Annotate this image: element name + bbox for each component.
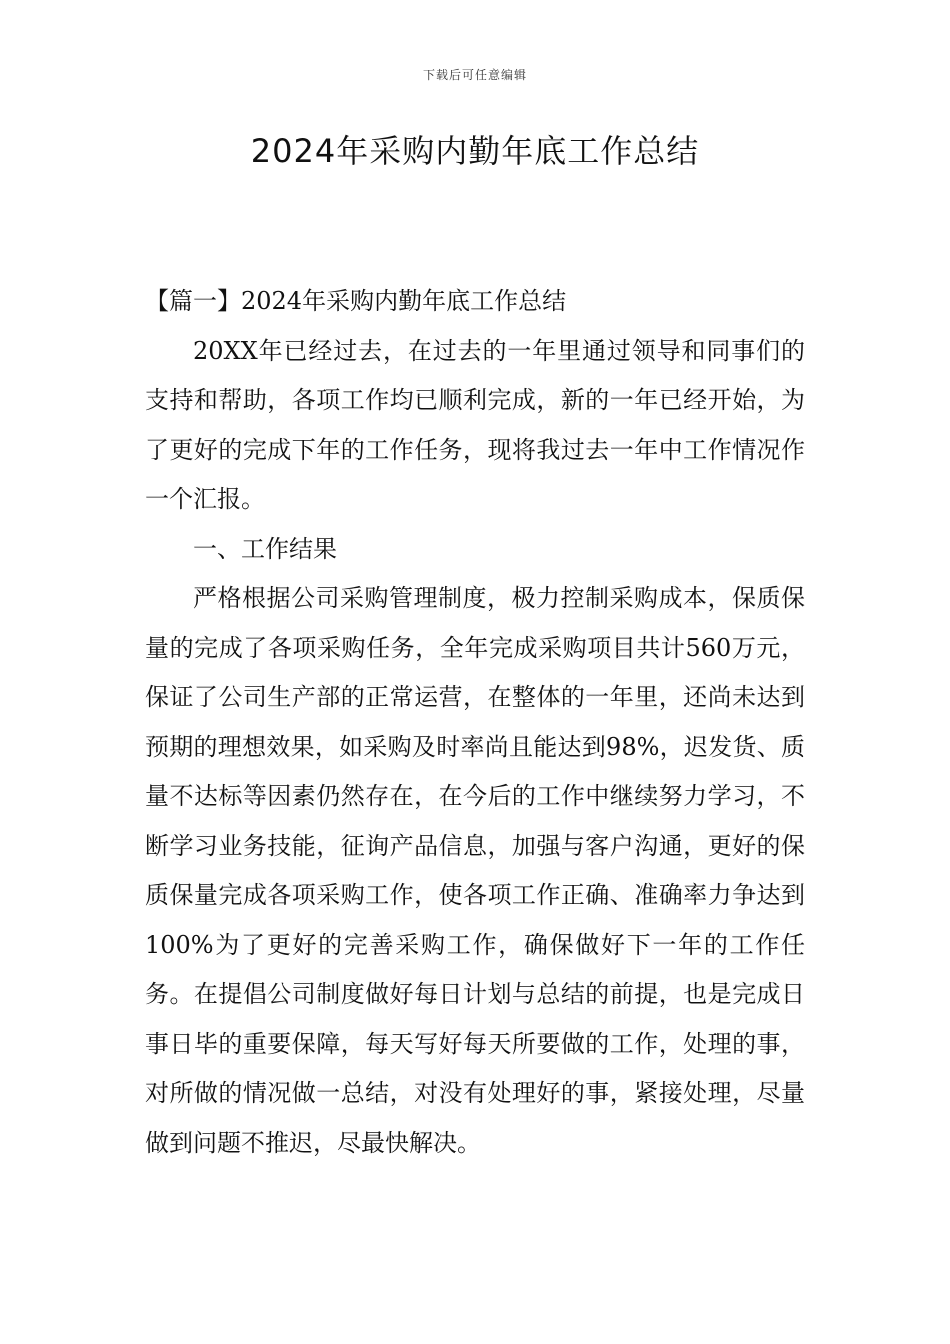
header-note: 下载后可任意编辑 <box>422 68 527 82</box>
document-title: 2024年采购内勤年底工作总结 <box>250 132 700 170</box>
document-body <box>145 277 805 1168</box>
intro-paragraph: 20XX年已经过去，在过去的一年里通过领导和同事们的支持和帮助，各项工作均已顺利完成，新的一年已经开始，为了更好的完成下年的工作任务，现将我过去一年中工作情况作一个汇报。 <box>145 336 805 513</box>
subheading-work-results: 一、工作结果 <box>193 534 337 563</box>
section-heading: 【篇一】2024年采购内勤年底工作总结 <box>145 287 567 315</box>
body-paragraph: 严格根据公司采购管理制度，极力控制采购成本，保质保量的完成了各项采购任务，全年完成采购项目共计560万元，保证了公司生产部的正常运营，在整体的一年里，还尚未达到预期的理想效果，如采购及时率尚且能达到98%，迟发货、质量不达标等因素仍然存在，在今后的工作中继续努力学习，不断学习业务技能，征询产品信息，加强与客户沟通，更好的保质保量完成各项采购工作，使各项工作正确、准确率力争达到100%为了更好的完善采购工作，确保做好下一年的工作任务。在提倡公司制度做好每日计划与总结的前提，也是完成日事日毕的重要保障，每天写好每天所要做的工作，处理的事，对所做的情况做一总结，对没有处理好的事，紧接处理，尽量做到问题不推迟，尽最快解决。 <box>145 584 805 1157</box>
